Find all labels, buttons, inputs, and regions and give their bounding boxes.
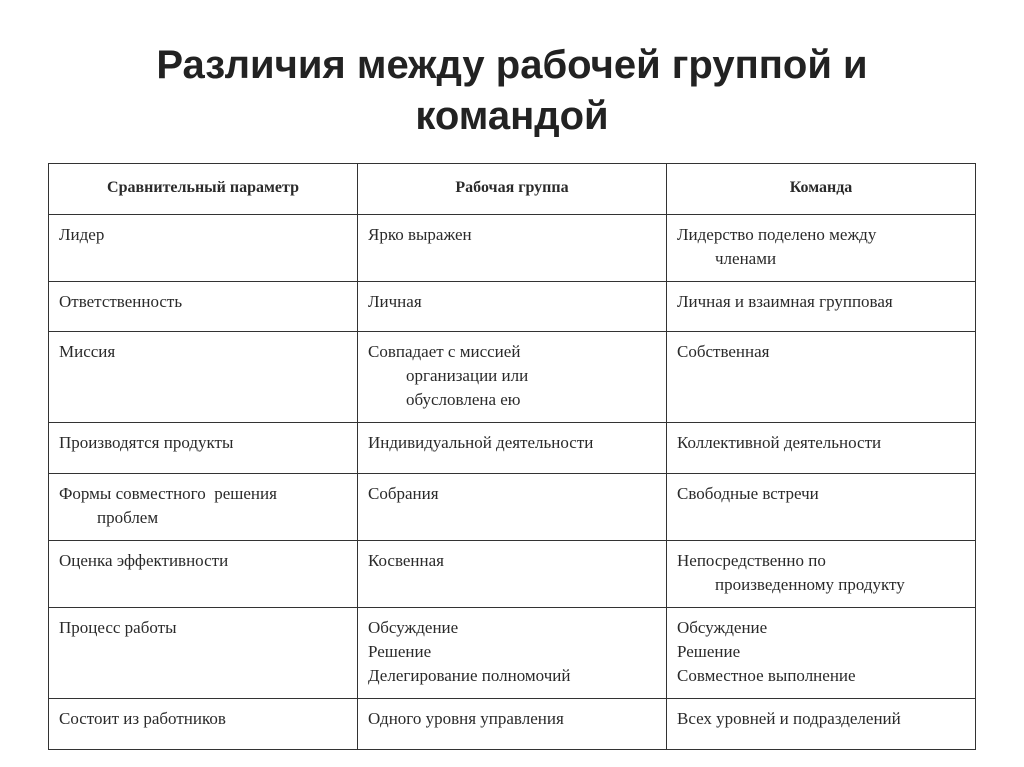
cell-text: Собственная bbox=[677, 342, 770, 361]
cell-text: Одного уровня управления bbox=[368, 709, 564, 728]
cell-parameter bbox=[49, 541, 358, 608]
cell-text: Совпадает с миссией bbox=[368, 342, 521, 361]
cell-text: Делегирование полномочий bbox=[368, 666, 571, 685]
cell-parameter bbox=[49, 699, 358, 750]
cell-work-group bbox=[358, 332, 667, 423]
cell-work-group bbox=[358, 474, 667, 541]
cell-text: Непосредственно по bbox=[677, 551, 826, 570]
cell-work-group bbox=[358, 423, 667, 474]
cell-text: Оценка эффективности bbox=[59, 551, 229, 570]
header-team: Команда bbox=[667, 164, 976, 215]
cell-text: членами bbox=[715, 249, 777, 268]
cell-parameter bbox=[49, 282, 358, 332]
cell-text: Коллективной деятельности bbox=[677, 433, 882, 452]
cell-work-group bbox=[358, 608, 667, 699]
cell-text: Косвенная bbox=[368, 551, 444, 570]
table-row bbox=[49, 474, 976, 541]
cell-team bbox=[667, 541, 976, 608]
cell-parameter bbox=[49, 474, 358, 541]
cell-work-group bbox=[358, 215, 667, 282]
title-line-1: Различия между рабочей группой и bbox=[156, 43, 868, 87]
table-row bbox=[49, 282, 976, 332]
table-row bbox=[49, 215, 976, 282]
cell-team bbox=[667, 699, 976, 750]
cell-text: Собрания bbox=[368, 484, 439, 503]
cell-team bbox=[667, 332, 976, 423]
header-work-group: Рабочая группа bbox=[358, 164, 667, 215]
cell-text: Индивидуальной деятельности bbox=[368, 433, 594, 452]
cell-text: Всех уровней и подразделений bbox=[677, 709, 901, 728]
cell-text: Производятся продукты bbox=[59, 433, 234, 452]
cell-text: Обсуждение bbox=[368, 618, 459, 637]
cell-team bbox=[667, 215, 976, 282]
cell-work-group bbox=[358, 541, 667, 608]
cell-text: Личная и взаимная групповая bbox=[677, 292, 893, 311]
cell-parameter bbox=[49, 215, 358, 282]
cell-text: Ответственность bbox=[59, 292, 183, 311]
cell-text: Состоит из работников bbox=[59, 709, 226, 728]
table-row bbox=[49, 423, 976, 474]
table-header-row bbox=[49, 164, 976, 215]
cell-text: Решение bbox=[677, 642, 741, 661]
cell-text: Обсуждение bbox=[677, 618, 768, 637]
cell-text: Личная bbox=[368, 292, 422, 311]
cell-text: Ярко выражен bbox=[368, 225, 472, 244]
cell-text: Лидерство поделено между bbox=[677, 225, 877, 244]
slide-title bbox=[0, 40, 1024, 142]
cell-text: Формы совместного решения bbox=[59, 484, 277, 503]
cell-team bbox=[667, 282, 976, 332]
title-line-2: командой bbox=[415, 94, 609, 138]
cell-team bbox=[667, 608, 976, 699]
cell-parameter bbox=[49, 423, 358, 474]
cell-text: произведенному продукту bbox=[715, 575, 905, 594]
cell-text: обусловлена ею bbox=[406, 390, 521, 409]
cell-text: Лидер bbox=[59, 225, 105, 244]
cell-team bbox=[667, 474, 976, 541]
header-parameter: Сравнительный параметр bbox=[49, 164, 358, 215]
table-row bbox=[49, 608, 976, 699]
table-row bbox=[49, 541, 976, 608]
table-row bbox=[49, 699, 976, 750]
cell-text: Решение bbox=[368, 642, 432, 661]
cell-text: Миссия bbox=[59, 342, 116, 361]
cell-work-group bbox=[358, 282, 667, 332]
cell-text: Совместное выполнение bbox=[677, 666, 856, 685]
cell-text: организации или bbox=[406, 366, 529, 385]
cell-text: проблем bbox=[97, 508, 159, 527]
cell-team bbox=[667, 423, 976, 474]
table-row bbox=[49, 332, 976, 423]
cell-text: Свободные встречи bbox=[677, 484, 819, 503]
cell-text: Процесс работы bbox=[59, 618, 177, 637]
cell-parameter bbox=[49, 608, 358, 699]
cell-parameter bbox=[49, 332, 358, 423]
cell-work-group bbox=[358, 699, 667, 750]
comparison-table bbox=[48, 163, 976, 750]
